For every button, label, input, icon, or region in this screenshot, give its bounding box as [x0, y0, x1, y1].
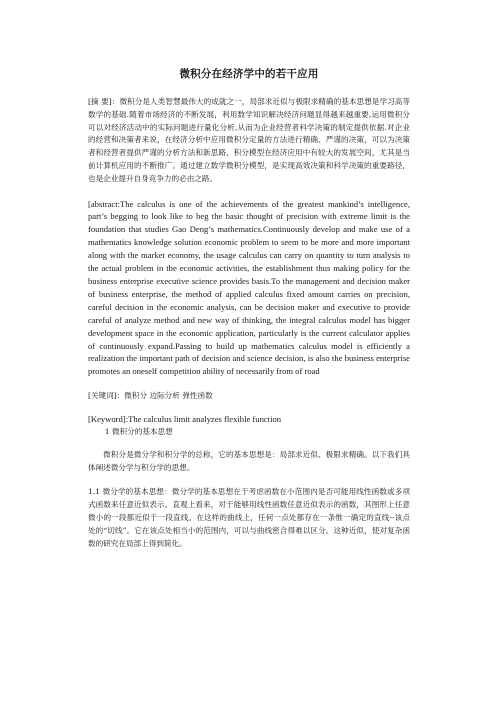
- keywords-chinese: [关键词]：微积分 边际分析 弹性函数: [88, 391, 213, 401]
- keywords-english: [Keyword]:The calculus limit analyzes flexible function: [88, 414, 282, 425]
- document-title: 微积分在经济学中的若干应用: [179, 68, 319, 80]
- section-1-intro: 微积分是微分学和积分学的总称，它的基本思想是：局部求近似、极限求精确。以下我们具体阐述微分学与积分学的思想。: [88, 449, 410, 472]
- document-body: [88, 67, 410, 550]
- abstract-chinese: [摘 要]：微积分是人类智慧最伟大的成就之一，局部求近似与极限求精确的基本思想是学习高等数学的基础.随着市场经济的不断发展，利用数学知识解决经济问题显得越来越重要,运用微积分可以对经济活动中的实际问题进行量化分析,从而为企业经营者科学决策的制定提供依据.对企业的经营和决策者来说，在经济分析中应用微积分定量的方法进行精确、严谨的决策，可以为决策者和经营者提供严谨的分析方法和新思路，积分模型在经济应用中有较大的发展空间，尤其是当前计算机应用的不断推广。通过建立数学微积分模型，是实现高效决策和科学决策的重要路径，也是企业提升自身竞争力的必由之路。: [88, 97, 410, 183]
- section-heading-1: 1 微积分的基本思想: [104, 426, 173, 436]
- abstract-english: [abstract:The calculus is one of the achievements of the greatest mankind’s intelligence, part’s begging to look like to beg the basic thought of precision with extreme limit is the foundation that studies Gao Deng’s mathematics.Continuously develop and make use of a mathematics knowledge solution economic problem to seem to be more and more important along with the market economy, the usage calculus can carry on quantity to turn analysis to the actual problem in the economic activities, the establishment thus making policy for the business enterprise executive science provides basis.To the management and decision maker of business enterprise, the method of applied calculus fixed amount carries on precision, careful decision in the economic analysis, can be decision maker and executive to provide careful of analyze method and new way of thinking, the integral calculus model has bigger development space in the economic application, particularly is the current calculator applies of continuously expand.Passing to build up mathematics calculus model is efficiently a realization the important path of decision and science decision, is also the business enterprise promotes an oneself competition ability of necessarily from of road: [88, 198, 410, 377]
- section-1-1-paragraph: 1.1 微分学的基本思想：微分学的基本思想在于考虑函数在小范围内是否可能用线性函数或多项式函数来任意近似表示。直观上看来，对于能够用线性函数任意近似表示的函数，其图形上任意微小的一段都近似于一段直线。在这样的曲线上，任何一点处都存在一条惟一确定的直线--该点处的“切线”。它在该点处相当小的范围内，可以与曲线密合得难以区分。这种近似，使对复杂函数的研究在局部上得到简化。: [88, 487, 410, 548]
